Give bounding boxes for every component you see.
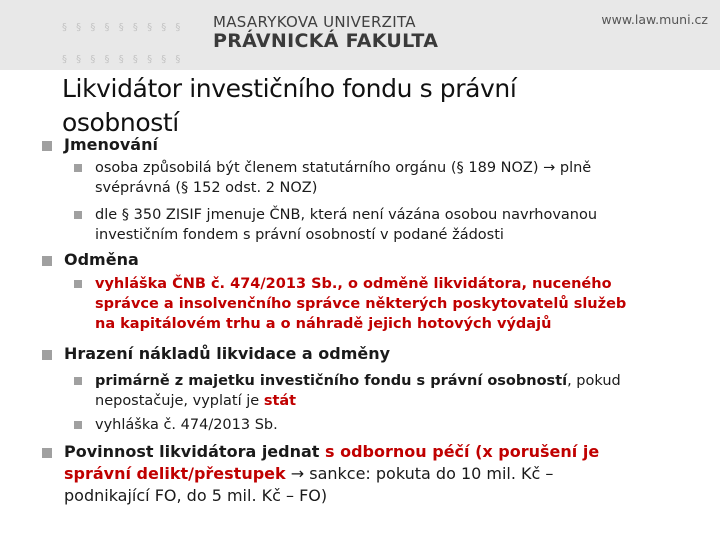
emphasis-text: primárně z majetku investičního fondu s právní osobností xyxy=(95,373,568,389)
pattern-line: § § § § § § § § § xyxy=(62,22,184,33)
title-line: osobností xyxy=(62,108,179,137)
bullet-text: podnikající FO, do 5 mil. Kč – FO) xyxy=(64,486,328,505)
emphasis-text: Povinnost likvidátora jednat xyxy=(64,442,326,461)
sub-bullet-text: svéprávná (§ 152 odst. 2 NOZ) xyxy=(95,180,318,196)
bullet-label: Odměna xyxy=(64,250,139,269)
square-bullet-icon xyxy=(74,280,82,288)
slide-title xyxy=(62,72,622,140)
bullet-label: Hrazení nákladů likvidace a odměny xyxy=(64,344,391,363)
sub-bullet-text: vyhláška č. 474/2013 Sb. xyxy=(95,417,278,433)
plain-text: , pokud xyxy=(567,373,621,389)
sub-bullet-text xyxy=(95,391,296,411)
bullet-label: Jmenování xyxy=(64,135,158,154)
bullet-text xyxy=(64,464,553,484)
square-bullet-icon xyxy=(74,164,82,172)
sub-bullet-text: na kapitálovém trhu a o náhradě jejich hotových výdajů xyxy=(95,316,552,332)
pattern-line: § § § § § § § § § xyxy=(62,53,184,65)
sub-bullet-text xyxy=(95,371,621,391)
square-bullet-icon xyxy=(42,350,52,360)
title-line: Likvidátor investičního fondu s právní xyxy=(62,74,517,103)
sub-bullet-text: osoba způsobilá být členem statutárního orgánu (§ 189 NOZ) → plně xyxy=(95,160,592,176)
plain-text: nepostačuje, vyplatí je xyxy=(95,393,264,409)
faculty-url[interactable]: www.law.muni.cz xyxy=(601,12,708,27)
emphasis-text: správní delikt/přestupek xyxy=(64,464,286,483)
faculty-name: PRÁVNICKÁ FAKULTA xyxy=(213,30,439,52)
square-bullet-icon xyxy=(42,256,52,266)
sub-bullet-text: vyhláška ČNB č. 474/2013 Sb., o odměně likvidátora, nuceného xyxy=(95,276,612,292)
sub-bullet-text: správce a insolvenčního správce některých poskytovatelů služeb xyxy=(95,296,627,312)
emphasis-text: stát xyxy=(263,393,297,409)
paragraph-pattern-logo xyxy=(62,2,184,66)
square-bullet-icon xyxy=(74,211,82,219)
square-bullet-icon xyxy=(74,421,82,429)
emphasis-text: s odbornou péčí (x porušení je xyxy=(325,442,600,461)
sub-bullet-text: investičním fondem s právní osobností v podané žádosti xyxy=(95,227,504,243)
plain-text: → sankce: pokuta do 10 mil. Kč – xyxy=(285,464,554,483)
square-bullet-icon xyxy=(74,377,82,385)
bullet-text xyxy=(64,442,599,462)
header-bar xyxy=(0,0,720,70)
university-name: MASARYKOVA UNIVERZITA xyxy=(213,13,416,31)
sub-bullet-text: dle § 350 ZISIF jmenuje ČNB, která není vázána osobou navrhovanou xyxy=(95,207,598,223)
square-bullet-icon xyxy=(42,448,52,458)
square-bullet-icon xyxy=(42,141,52,151)
